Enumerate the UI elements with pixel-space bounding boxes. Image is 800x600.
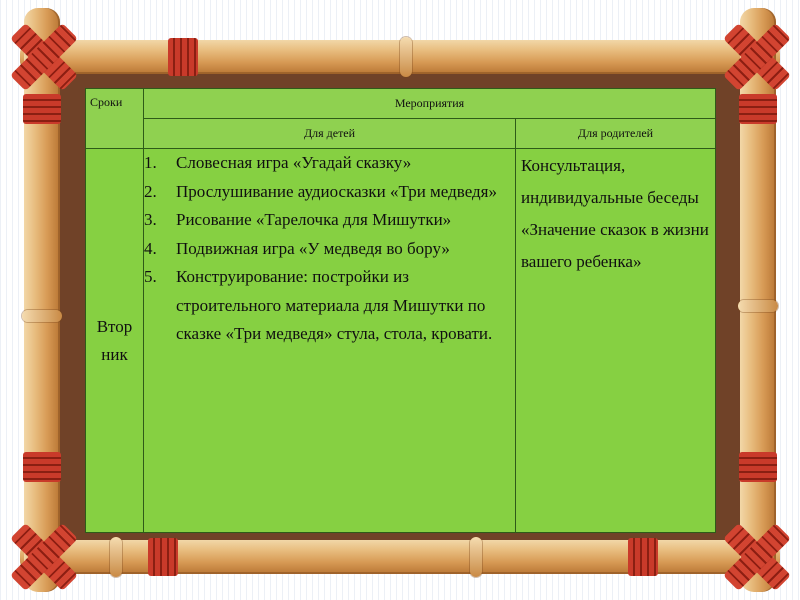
item-text: Словесная игра «Угадай сказку»: [176, 153, 412, 172]
item-text: Прослушивание аудиосказки «Три медведя»: [176, 181, 497, 201]
list-item: [144, 235, 515, 264]
list-item: [144, 206, 515, 235]
item-number: 4.: [144, 238, 157, 258]
parents-activities-cell: Консультация, индивидуальные беседы «Значение сказок в жизни вашего ребенка»: [516, 149, 716, 533]
corner-tie-icon: [7, 20, 81, 94]
corner-tie-icon: [720, 520, 794, 594]
red-tie-icon: [148, 538, 178, 576]
item-text: Конструирование: постройки из строительного материала для Мишутки по сказке «Три медведя» стула, стола, кровати.: [176, 267, 493, 343]
bamboo-joint: [738, 300, 778, 312]
bamboo-joint: [22, 310, 62, 322]
item-text: Подвижная игра «У медведя во бору»: [176, 238, 450, 258]
red-tie-icon: [739, 94, 777, 124]
children-activities-list: [144, 149, 515, 349]
item-text: Рисование «Тарелочка для Мишутки»: [176, 210, 452, 229]
red-tie-icon: [168, 38, 198, 76]
bamboo-joint: [470, 537, 482, 577]
item-number: 3.: [144, 210, 157, 229]
day-label-part2: ник: [101, 344, 128, 364]
bamboo-joint: [400, 37, 412, 77]
red-tie-icon: [739, 452, 777, 482]
list-item: [144, 149, 515, 178]
item-number: 1.: [144, 153, 157, 172]
header-for-parents: Для родителей: [516, 119, 716, 149]
day-cell: [86, 149, 144, 533]
schedule-table: [85, 88, 716, 533]
list-item: [144, 263, 515, 349]
red-tie-icon: [23, 452, 61, 482]
header-period: Сроки: [86, 89, 144, 149]
corner-tie-icon: [720, 20, 794, 94]
bamboo-joint: [110, 537, 122, 577]
red-tie-icon: [23, 94, 61, 124]
children-activities-cell: [144, 149, 516, 533]
red-tie-icon: [628, 538, 658, 576]
item-number: 5.: [144, 267, 157, 286]
corner-tie-icon: [7, 520, 81, 594]
list-item: [144, 178, 515, 207]
header-activities: Мероприятия: [144, 89, 716, 119]
bamboo-pole-bottom: [20, 540, 780, 574]
item-number: 2.: [144, 181, 157, 201]
day-label-part1: Втор: [96, 316, 133, 336]
schedule-panel: [85, 88, 715, 533]
header-for-children: Для детей: [144, 119, 516, 149]
